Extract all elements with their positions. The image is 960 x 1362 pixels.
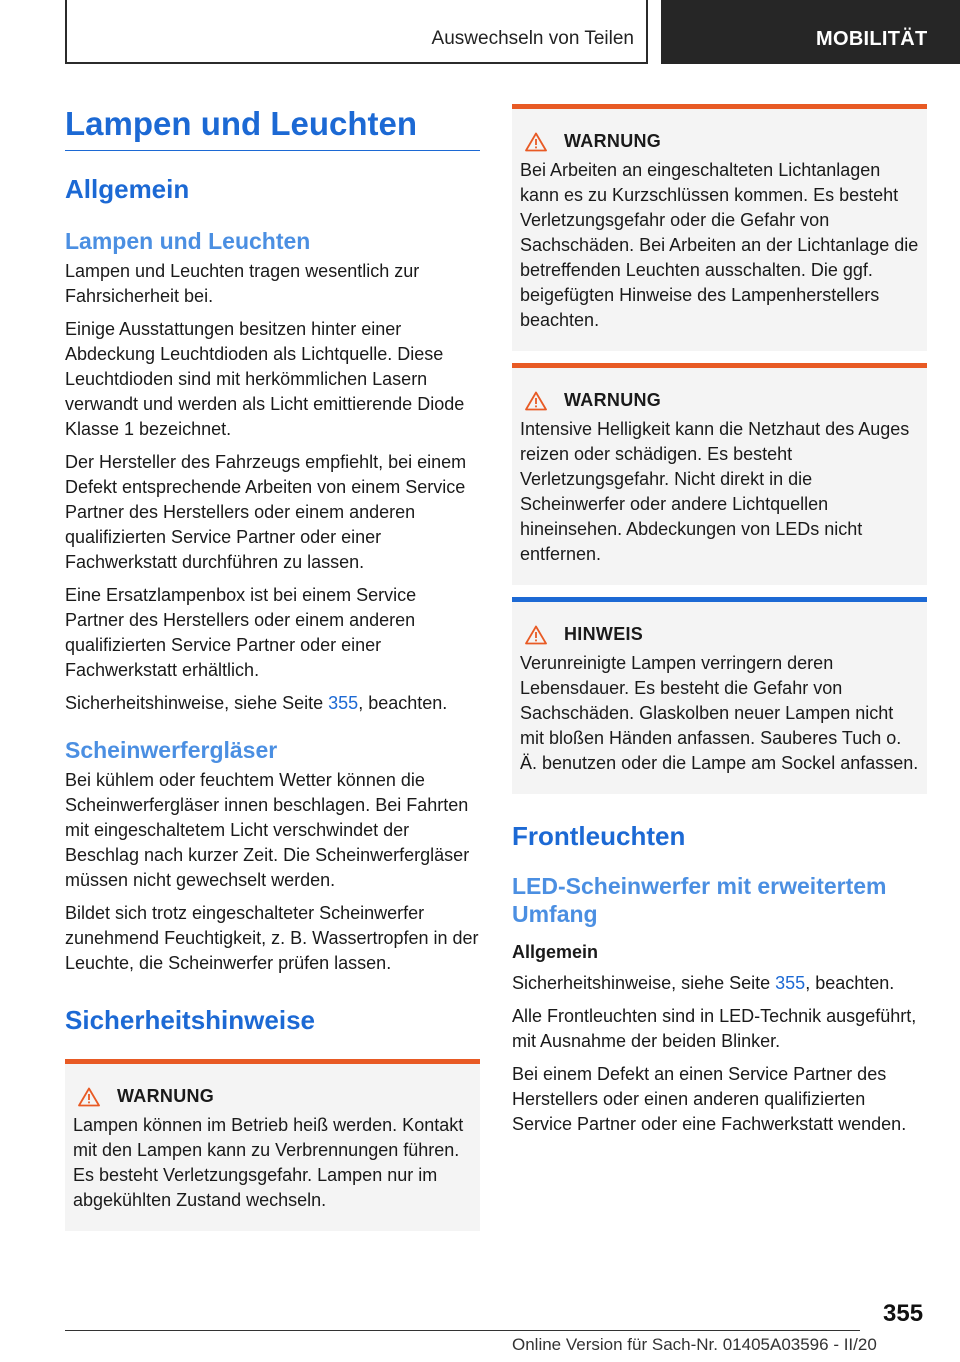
page-link-355[interactable]: 355 <box>775 973 806 993</box>
right-column <box>512 104 927 1137</box>
paragraph: Bei kühlem oder feuchtem Wetter können die Scheinwerfergläser innen beschlagen. Bei Fahrten mit eingeschaltetem Licht verschwindet der Beschlag nach kurzer Zeit. Die Scheinwerfergläser müssen nicht gewechselt werden. <box>65 770 470 890</box>
left-column <box>65 104 480 1231</box>
warning-text: Intensive Helligkeit kann die Netzhaut des Auges reizen oder schädigen. Es besteht Verletzungsgefahr. Nicht direkt in die Scheinwerfer oder andere Lichtquellen hineinsehen. Abdeckungen von LEDs nicht entfernen. <box>520 419 910 564</box>
heading-general-sub: Allgemein <box>512 942 599 962</box>
footer-version-text: Online Version für Sach-Nr. 01405A03596 - II/20 <box>512 1335 877 1354</box>
paragraph: Der Hersteller des Fahrzeugs empfiehlt, bei einem Defekt entsprechende Arbeiten von einem Service Partner des Herstellers oder einem anderen qualifizierten Service Partner oder einer Fachwerkstatt durchführen zu lassen. <box>65 452 467 572</box>
heading-lamps: Lampen und Leuchten <box>65 228 311 254</box>
warning-triangle-icon <box>525 625 547 645</box>
paragraph: Bei einem Defekt an einen Service Partner des Herstellers oder einen anderen qualifizierten Service Partner oder eine Fachwerkstatt wenden. <box>512 1064 907 1134</box>
hint-text: Verunreinigte Lampen verringern deren Lebensdauer. Es besteht die Gefahr von Sachschäden. Glaskolben neuer Lampen nicht mit bloßen Händen anfassen. Sauberes Tuch o. Ä. benutzen oder die Lampe am Sockel anfassen. <box>520 653 919 773</box>
page-link-355[interactable]: 355 <box>328 693 359 713</box>
warning-title: WARNUNG <box>564 131 662 151</box>
warning-text: Lampen können im Betrieb heiß werden. Kontakt mit den Lampen kann zu Verbrennungen führen. Es besteht Verletzungsgefahr. Lampen nur im abgekühlten Zustand wechseln. <box>73 1115 464 1210</box>
heading-safety: Sicherheitshinweise <box>65 1005 315 1035</box>
heading-front-lights: Frontleuchten <box>512 821 686 851</box>
warning-title: WARNUNG <box>564 390 662 410</box>
paragraph: Eine Ersatzlampenbox ist bei einem Service Partner des Herstellers oder einem anderen qualifizierten Service Partner oder einer Fachwerkstatt erhältlich. <box>65 585 417 680</box>
footer-divider <box>65 1330 860 1331</box>
warning-text: Bei Arbeiten an eingeschalteten Lichtanlagen kann es zu Kurzschlüssen kommen. Es besteht Verletzungsgefahr oder die Gefahr von Sachschäden. Bei Arbeiten an der Lichtanlage die betreffenden Leuchten ausschalten. Die ggf. beigefügten Hinweise des Lampenherstellers beachten. <box>520 160 919 330</box>
hint-box <box>512 597 927 794</box>
header-chapter-tab: MOBILITÄT <box>661 0 960 64</box>
header-section-title: Auswechseln von Teilen <box>431 28 634 49</box>
warning-triangle-icon <box>525 132 547 152</box>
warning-triangle-icon <box>525 391 547 411</box>
heading-led-headlights: LED-Scheinwerfer mit erweitertem Umfang <box>512 873 887 927</box>
warning-box <box>512 363 927 585</box>
warning-box <box>65 1059 480 1231</box>
paragraph: Bildet sich trotz eingeschalteter Scheinwerfer zunehmend Feuchtigkeit, z. B. Wassertropfen in der Leuchte, die Scheinwerfer prüfen lassen. <box>65 903 479 973</box>
warning-title: WARNUNG <box>117 1086 215 1106</box>
page-title: Lampen und Leuchten <box>65 104 480 151</box>
paragraph-safety-ref: Sicherheitshinweise, siehe Seite 355, beachten. <box>512 973 895 993</box>
paragraph-safety-ref: Sicherheitshinweise, siehe Seite 355, beachten. <box>65 693 448 713</box>
paragraph: Lampen und Leuchten tragen wesentlich zur Fahrsicherheit bei. <box>65 261 420 306</box>
warning-triangle-icon <box>78 1087 100 1107</box>
paragraph: Alle Frontleuchten sind in LED-Technik ausgeführt, mit Ausnahme der beiden Blinker. <box>512 1006 917 1051</box>
hint-title: HINWEIS <box>564 624 644 644</box>
heading-general: Allgemein <box>65 174 190 204</box>
page-number: 355 <box>883 1300 924 1327</box>
heading-headlight-glass: Scheinwerfergläser <box>65 737 278 763</box>
paragraph: Einige Ausstattungen besitzen hinter einer Abdeckung Leuchtdioden als Lichtquelle. Diese Leuchtdioden sind mit herkömmlichen Lasern verwandt und werden als Licht emittierende Diode Klasse 1 bezeichnet. <box>65 319 465 439</box>
warning-box <box>512 104 927 351</box>
header-box <box>65 0 648 64</box>
